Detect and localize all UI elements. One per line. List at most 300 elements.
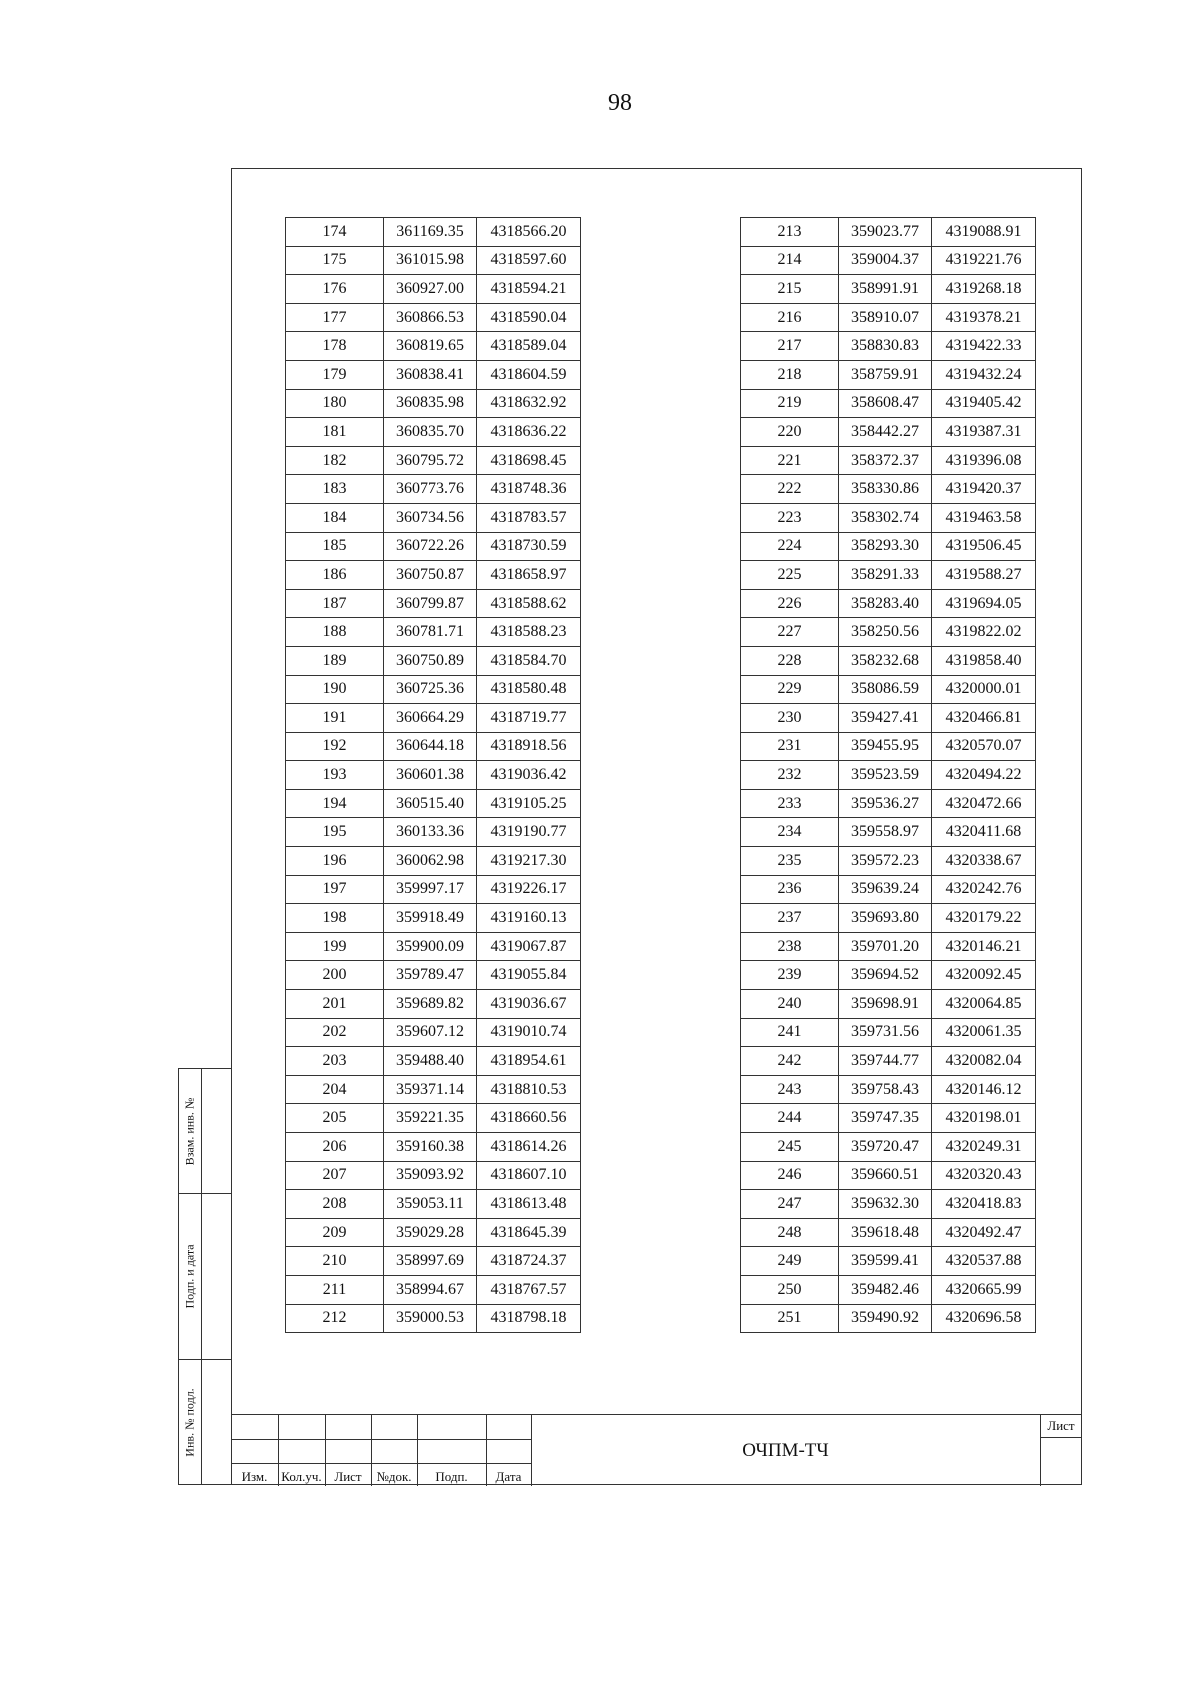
coord-y: 4319506.45: [932, 532, 1036, 561]
point-number: 187: [286, 589, 384, 618]
coord-x: 359607.12: [384, 1018, 477, 1047]
point-number: 191: [286, 704, 384, 733]
table-row: [741, 1304, 1036, 1333]
coord-x: 359536.27: [839, 789, 932, 818]
table-row: [286, 332, 581, 361]
point-number: 179: [286, 360, 384, 389]
point-number: 188: [286, 618, 384, 647]
coord-y: 4319217.30: [477, 847, 581, 876]
point-number: 212: [286, 1304, 384, 1333]
coord-y: 4318594.21: [477, 275, 581, 304]
table-row: [286, 1190, 581, 1219]
point-number: 244: [741, 1104, 839, 1133]
header-count: Кол.уч.: [281, 1469, 322, 1484]
coord-y: 4319858.40: [932, 646, 1036, 675]
table-row: [286, 475, 581, 504]
table-row: [286, 1275, 581, 1304]
coord-x: 360819.65: [384, 332, 477, 361]
table-row: [286, 532, 581, 561]
table-row: [286, 446, 581, 475]
coord-x: 360838.41: [384, 360, 477, 389]
table-row: [286, 675, 581, 704]
table-row: [741, 332, 1036, 361]
point-number: 204: [286, 1075, 384, 1104]
coord-x: 359758.43: [839, 1075, 932, 1104]
coord-x: 360725.36: [384, 675, 477, 704]
coord-x: 359731.56: [839, 1018, 932, 1047]
coord-x: 359632.30: [839, 1190, 932, 1219]
table-row: [741, 561, 1036, 590]
table-row: [741, 847, 1036, 876]
point-number: 176: [286, 275, 384, 304]
table-row: [286, 246, 581, 275]
point-number: 200: [286, 961, 384, 990]
coord-x: 359720.47: [839, 1133, 932, 1162]
coord-x: 359694.52: [839, 961, 932, 990]
table-row: [741, 618, 1036, 647]
coord-y: 4320418.83: [932, 1190, 1036, 1219]
table-row: [741, 904, 1036, 933]
coord-y: 4320570.07: [932, 732, 1036, 761]
coord-y: 4318724.37: [477, 1247, 581, 1276]
coord-x: 359689.82: [384, 990, 477, 1019]
coord-x: 358293.30: [839, 532, 932, 561]
point-number: 235: [741, 847, 839, 876]
table-row: [741, 275, 1036, 304]
table-row: [741, 1161, 1036, 1190]
coord-x: 359789.47: [384, 961, 477, 990]
point-number: 228: [741, 646, 839, 675]
coord-x: 359093.92: [384, 1161, 477, 1190]
coord-y: 4318719.77: [477, 704, 581, 733]
coord-y: 4319010.74: [477, 1018, 581, 1047]
table-row: [741, 589, 1036, 618]
table-row: [286, 503, 581, 532]
side-stamp: [178, 1068, 232, 1485]
point-number: 245: [741, 1133, 839, 1162]
coord-x: 359698.91: [839, 990, 932, 1019]
coord-y: 4320082.04: [932, 1047, 1036, 1076]
coord-x: 359523.59: [839, 761, 932, 790]
table-row: [286, 1218, 581, 1247]
table-row: [741, 532, 1036, 561]
point-number: 225: [741, 561, 839, 590]
point-number: 241: [741, 1018, 839, 1047]
coord-x: 360722.26: [384, 532, 477, 561]
table-row: [741, 1018, 1036, 1047]
coord-x: 359160.38: [384, 1133, 477, 1162]
table-row: [286, 961, 581, 990]
point-number: 182: [286, 446, 384, 475]
table-row: [286, 589, 581, 618]
coord-x: 360062.98: [384, 847, 477, 876]
table-row: [286, 904, 581, 933]
table-row: [741, 446, 1036, 475]
coord-x: 360866.53: [384, 303, 477, 332]
table-row: [741, 990, 1036, 1019]
coord-y: 4320061.35: [932, 1018, 1036, 1047]
table-row: [286, 1247, 581, 1276]
coord-x: 359004.37: [839, 246, 932, 275]
point-number: 216: [741, 303, 839, 332]
coord-y: 4320064.85: [932, 990, 1036, 1019]
coord-y: 4320320.43: [932, 1161, 1036, 1190]
coord-x: 359918.49: [384, 904, 477, 933]
point-number: 193: [286, 761, 384, 790]
point-number: 237: [741, 904, 839, 933]
table-row: [286, 732, 581, 761]
coord-y: 4320000.01: [932, 675, 1036, 704]
point-number: 192: [286, 732, 384, 761]
coord-x: 360835.98: [384, 389, 477, 418]
coord-y: 4320198.01: [932, 1104, 1036, 1133]
point-number: 209: [286, 1218, 384, 1247]
coord-x: 359747.35: [839, 1104, 932, 1133]
coord-x: 358830.83: [839, 332, 932, 361]
coord-x: 359701.20: [839, 932, 932, 961]
coord-x: 359371.14: [384, 1075, 477, 1104]
point-number: 239: [741, 961, 839, 990]
coord-y: 4319221.76: [932, 246, 1036, 275]
coord-y: 4319105.25: [477, 789, 581, 818]
point-number: 189: [286, 646, 384, 675]
coord-y: 4320494.22: [932, 761, 1036, 790]
coord-y: 4320411.68: [932, 818, 1036, 847]
coord-y: 4319036.67: [477, 990, 581, 1019]
table-row: [741, 761, 1036, 790]
coord-y: 4319588.27: [932, 561, 1036, 590]
table-row: [286, 818, 581, 847]
coord-y: 4318767.57: [477, 1275, 581, 1304]
table-row: [741, 418, 1036, 447]
table-row: [741, 218, 1036, 247]
point-number: 205: [286, 1104, 384, 1133]
header-doc-number: №док.: [376, 1469, 412, 1484]
point-number: 240: [741, 990, 839, 1019]
coord-y: 4320338.67: [932, 847, 1036, 876]
table-row: [741, 1133, 1036, 1162]
coord-y: 4318645.39: [477, 1218, 581, 1247]
coord-y: 4318580.48: [477, 675, 581, 704]
table-row: [286, 1133, 581, 1162]
coord-y: 4320472.66: [932, 789, 1036, 818]
sheet-label: Лист: [1047, 1418, 1075, 1433]
coord-x: 358994.67: [384, 1275, 477, 1304]
coord-x: 359639.24: [839, 875, 932, 904]
coord-y: 4319387.31: [932, 418, 1036, 447]
coord-x: 360773.76: [384, 475, 477, 504]
point-number: 214: [741, 246, 839, 275]
coord-y: 4320492.47: [932, 1218, 1036, 1247]
coord-y: 4320092.45: [932, 961, 1036, 990]
point-number: 229: [741, 675, 839, 704]
table-row: [741, 1247, 1036, 1276]
point-number: 211: [286, 1275, 384, 1304]
coord-y: 4318590.04: [477, 303, 581, 332]
point-number: 198: [286, 904, 384, 933]
coord-x: 359053.11: [384, 1190, 477, 1219]
point-number: 174: [286, 218, 384, 247]
coord-x: 360795.72: [384, 446, 477, 475]
coord-y: 4319420.37: [932, 475, 1036, 504]
coord-y: 4318588.62: [477, 589, 581, 618]
point-number: 199: [286, 932, 384, 961]
table-row: [741, 675, 1036, 704]
table-row: [286, 847, 581, 876]
point-number: 184: [286, 503, 384, 532]
point-number: 207: [286, 1161, 384, 1190]
coord-y: 4319160.13: [477, 904, 581, 933]
coord-x: 360664.29: [384, 704, 477, 733]
header-date: Дата: [495, 1469, 522, 1484]
coord-y: 4318566.20: [477, 218, 581, 247]
table-row: [286, 761, 581, 790]
coord-y: 4318636.22: [477, 418, 581, 447]
coord-x: 359023.77: [839, 218, 932, 247]
coord-x: 359455.95: [839, 732, 932, 761]
coord-y: 4319088.91: [932, 218, 1036, 247]
coord-x: 359900.09: [384, 932, 477, 961]
coord-y: 4320537.88: [932, 1247, 1036, 1276]
point-number: 234: [741, 818, 839, 847]
table-row: [741, 875, 1036, 904]
table-row: [286, 303, 581, 332]
coordinates-table-right: [740, 217, 1036, 1333]
point-number: 249: [741, 1247, 839, 1276]
coord-y: 4320146.12: [932, 1075, 1036, 1104]
coord-x: 358086.59: [839, 675, 932, 704]
header-sheet: Лист: [334, 1469, 362, 1484]
table-row: [741, 1047, 1036, 1076]
table-row: [286, 789, 581, 818]
point-number: 223: [741, 503, 839, 532]
coord-x: 358330.86: [839, 475, 932, 504]
coord-y: 4318589.04: [477, 332, 581, 361]
table-row: [741, 1275, 1036, 1304]
coord-y: 4318748.36: [477, 475, 581, 504]
table-row: [741, 246, 1036, 275]
coord-x: 358291.33: [839, 561, 932, 590]
coord-y: 4318613.48: [477, 1190, 581, 1219]
point-number: 215: [741, 275, 839, 304]
coord-x: 358759.91: [839, 360, 932, 389]
coord-y: 4320665.99: [932, 1275, 1036, 1304]
table-row: [741, 1075, 1036, 1104]
table-row: [741, 646, 1036, 675]
point-number: 232: [741, 761, 839, 790]
coord-y: 4319463.58: [932, 503, 1036, 532]
table-row: [741, 818, 1036, 847]
coord-y: 4318607.10: [477, 1161, 581, 1190]
point-number: 220: [741, 418, 839, 447]
table-row: [286, 646, 581, 675]
point-number: 201: [286, 990, 384, 1019]
point-number: 251: [741, 1304, 839, 1333]
coord-y: 4319055.84: [477, 961, 581, 990]
table-row: [286, 1304, 581, 1333]
point-number: 217: [741, 332, 839, 361]
coord-y: 4318588.23: [477, 618, 581, 647]
coord-y: 4319822.02: [932, 618, 1036, 647]
table-row: [741, 789, 1036, 818]
table-row: [286, 1018, 581, 1047]
table-row: [286, 418, 581, 447]
point-number: 190: [286, 675, 384, 704]
table-row: [741, 961, 1036, 990]
table-row: [286, 1075, 581, 1104]
table-row: [741, 475, 1036, 504]
coord-x: 360734.56: [384, 503, 477, 532]
point-number: 218: [741, 360, 839, 389]
point-number: 243: [741, 1075, 839, 1104]
point-number: 226: [741, 589, 839, 618]
coord-y: 4320696.58: [932, 1304, 1036, 1333]
coord-x: 358372.37: [839, 446, 932, 475]
point-number: 233: [741, 789, 839, 818]
coord-x: 358250.56: [839, 618, 932, 647]
point-number: 213: [741, 218, 839, 247]
table-row: [286, 389, 581, 418]
coord-y: 4320242.76: [932, 875, 1036, 904]
header-change: Изм.: [241, 1469, 268, 1484]
coord-x: 359029.28: [384, 1218, 477, 1247]
point-number: 227: [741, 618, 839, 647]
point-number: 222: [741, 475, 839, 504]
coord-y: 4319396.08: [932, 446, 1036, 475]
coord-y: 4318918.56: [477, 732, 581, 761]
coord-y: 4318604.59: [477, 360, 581, 389]
coord-y: 4318632.92: [477, 389, 581, 418]
coord-y: 4318597.60: [477, 246, 581, 275]
coord-x: 360601.38: [384, 761, 477, 790]
coord-y: 4318660.56: [477, 1104, 581, 1133]
coord-x: 359482.46: [839, 1275, 932, 1304]
table-row: [286, 704, 581, 733]
coord-x: 359660.51: [839, 1161, 932, 1190]
coord-x: 359618.48: [839, 1218, 932, 1247]
point-number: 202: [286, 1018, 384, 1047]
point-number: 186: [286, 561, 384, 590]
coord-x: 360750.87: [384, 561, 477, 590]
coord-x: 360799.87: [384, 589, 477, 618]
coord-y: 4318698.45: [477, 446, 581, 475]
document-code: ОЧПМ-ТЧ: [742, 1439, 829, 1461]
coord-y: 4319226.17: [477, 875, 581, 904]
point-number: 185: [286, 532, 384, 561]
coord-y: 4319268.18: [932, 275, 1036, 304]
point-number: 194: [286, 789, 384, 818]
coord-x: 360750.89: [384, 646, 477, 675]
point-number: 195: [286, 818, 384, 847]
point-number: 236: [741, 875, 839, 904]
coord-x: 359000.53: [384, 1304, 477, 1333]
coord-y: 4319378.21: [932, 303, 1036, 332]
point-number: 246: [741, 1161, 839, 1190]
coord-y: 4319405.42: [932, 389, 1036, 418]
point-number: 230: [741, 704, 839, 733]
coord-y: 4319432.24: [932, 360, 1036, 389]
coord-x: 358991.91: [839, 275, 932, 304]
coord-y: 4319067.87: [477, 932, 581, 961]
coord-y: 4319036.42: [477, 761, 581, 790]
coord-y: 4318658.97: [477, 561, 581, 590]
table-row: [286, 990, 581, 1019]
point-number: 221: [741, 446, 839, 475]
point-number: 180: [286, 389, 384, 418]
table-row: [741, 303, 1036, 332]
coord-x: 360644.18: [384, 732, 477, 761]
header-signature: Подп.: [435, 1469, 468, 1484]
table-row: [741, 389, 1036, 418]
coord-y: 4318810.53: [477, 1075, 581, 1104]
coord-y: 4319422.33: [932, 332, 1036, 361]
table-row: [741, 1190, 1036, 1219]
table-row: [286, 875, 581, 904]
coord-y: 4319190.77: [477, 818, 581, 847]
coord-x: 358997.69: [384, 1247, 477, 1276]
coord-y: 4318614.26: [477, 1133, 581, 1162]
coord-x: 358283.40: [839, 589, 932, 618]
coord-x: 358232.68: [839, 646, 932, 675]
point-number: 196: [286, 847, 384, 876]
coord-x: 359221.35: [384, 1104, 477, 1133]
coord-y: 4320249.31: [932, 1133, 1036, 1162]
stamp-original-inventory-label: Инв. № подл.: [182, 1388, 197, 1457]
point-number: 224: [741, 532, 839, 561]
coord-x: 360781.71: [384, 618, 477, 647]
table-row: [286, 561, 581, 590]
title-block: [231, 1414, 1082, 1485]
coord-x: 360927.00: [384, 275, 477, 304]
coord-x: 361015.98: [384, 246, 477, 275]
page-number: 98: [608, 90, 632, 116]
coord-x: 360515.40: [384, 789, 477, 818]
coord-x: 360133.36: [384, 818, 477, 847]
coord-x: 359572.23: [839, 847, 932, 876]
coord-y: 4318954.61: [477, 1047, 581, 1076]
coord-x: 360835.70: [384, 418, 477, 447]
point-number: 177: [286, 303, 384, 332]
table-row: [286, 932, 581, 961]
coord-y: 4318730.59: [477, 532, 581, 561]
coord-x: 359693.80: [839, 904, 932, 933]
coord-y: 4320179.22: [932, 904, 1036, 933]
table-row: [741, 704, 1036, 733]
coord-x: 359599.41: [839, 1247, 932, 1276]
table-row: [741, 1104, 1036, 1133]
coordinates-table-left: [285, 217, 581, 1333]
point-number: 242: [741, 1047, 839, 1076]
coord-x: 358302.74: [839, 503, 932, 532]
point-number: 203: [286, 1047, 384, 1076]
table-row: [741, 503, 1036, 532]
point-number: 250: [741, 1275, 839, 1304]
point-number: 210: [286, 1247, 384, 1276]
table-row: [286, 1161, 581, 1190]
point-number: 181: [286, 418, 384, 447]
coord-y: 4319694.05: [932, 589, 1036, 618]
table-row: [741, 1218, 1036, 1247]
stamp-signature-date-label: Подп. и дата: [182, 1243, 197, 1309]
point-number: 208: [286, 1190, 384, 1219]
point-number: 231: [741, 732, 839, 761]
coord-x: 358608.47: [839, 389, 932, 418]
point-number: 178: [286, 332, 384, 361]
point-number: 175: [286, 246, 384, 275]
table-row: [741, 360, 1036, 389]
coord-x: 359427.41: [839, 704, 932, 733]
coord-x: 358910.07: [839, 303, 932, 332]
